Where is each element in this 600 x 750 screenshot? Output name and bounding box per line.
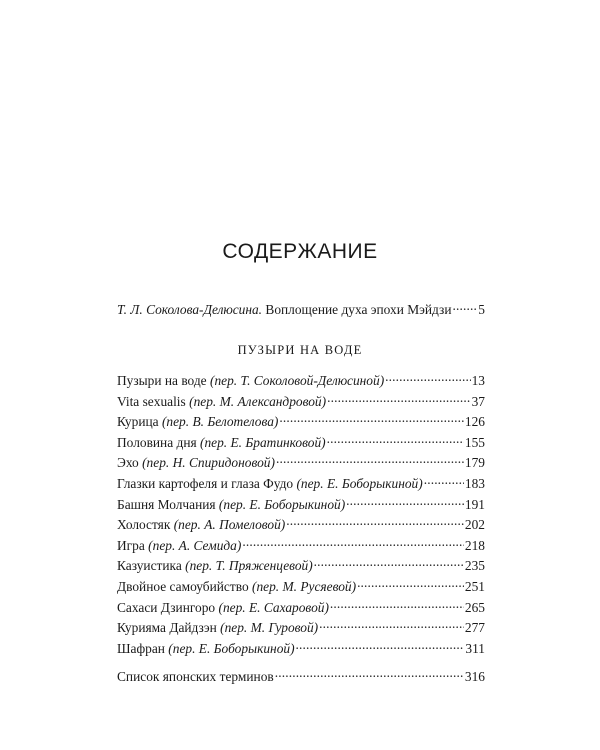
toc-page-number: 13	[471, 373, 485, 388]
toc-entry	[117, 575, 485, 595]
translator-credit: (пер. Е. Сахаровой)	[218, 599, 329, 615]
translator-credit: (пер. М. Александровой)	[189, 393, 327, 409]
leader-dots	[327, 390, 471, 406]
translator-credit: (пер. А. Семида)	[148, 537, 242, 553]
toc-page-number: 311	[465, 640, 485, 656]
toc-entry-title	[117, 302, 452, 318]
toc-entry-title	[117, 600, 329, 616]
translator-credit: (пер. М. Гуровой)	[220, 620, 319, 636]
translator-credit: (пер. Т. Соколовой-Делюсиной)	[209, 373, 385, 388]
story-title: Двойное самоубийство	[117, 579, 249, 594]
leader-dots	[296, 637, 465, 653]
toc-page-number: 183	[464, 476, 485, 491]
toc-page-number: 235	[464, 558, 485, 574]
leader-dots	[330, 596, 464, 612]
leader-dots	[319, 616, 464, 632]
story-title: Пузыри на воде	[117, 373, 207, 388]
toc-page-number: 179	[464, 455, 485, 471]
toc-entry-title	[117, 373, 384, 389]
translator-credit: (пер. Н. Спиридоновой)	[142, 455, 275, 471]
toc-entry-title	[117, 476, 423, 492]
toc-page-number: 202	[464, 517, 485, 533]
leader-dots	[279, 410, 464, 426]
translator-credit: (пер. Е. Боборыкиной)	[218, 496, 346, 512]
leader-dots	[357, 575, 464, 591]
leader-dots	[276, 451, 464, 467]
story-title: Казуистика	[117, 558, 182, 574]
translator-credit: (пер. Е. Братинковой)	[200, 434, 326, 450]
toc-entry-title	[117, 517, 285, 533]
toc-page-number: 218	[464, 537, 485, 553]
toc-page-number: 155	[464, 434, 485, 450]
story-title: Vita sexualis	[117, 393, 186, 409]
leader-dots	[327, 431, 464, 447]
leader-dots	[286, 513, 464, 529]
intro-author: Т. Л. Соколова-Делюсина.	[117, 302, 263, 317]
section-heading: ПУЗЫРИ НА ВОДЕ	[237, 343, 363, 357]
toc-entry	[117, 390, 485, 410]
toc-entry-title	[117, 579, 356, 595]
toc-entry-intro	[117, 298, 485, 318]
toc-page-number: 126	[464, 414, 485, 430]
translator-credit: (пер. Т. Пряженцевой)	[185, 558, 313, 574]
toc-page-number: 5	[478, 302, 485, 317]
story-title: Сахаси Дзингоро	[117, 599, 216, 615]
story-title: Курияма Дайдзэн	[117, 620, 217, 636]
translator-credit: (пер. Е. Боборыкиной)	[296, 476, 423, 491]
toc-page-number: 191	[464, 496, 485, 512]
toc-entry	[117, 493, 485, 513]
toc-page-number: 277	[464, 620, 485, 636]
toc-entry-title	[117, 414, 278, 430]
toc-entry	[117, 369, 485, 389]
leader-dots	[314, 554, 464, 570]
toc-entry	[117, 513, 485, 533]
leader-dots	[424, 472, 464, 488]
leader-dots	[242, 534, 464, 550]
toc-entry-title	[117, 497, 345, 513]
toc-entry-title	[117, 538, 241, 554]
toc-page-number: 316	[464, 669, 485, 684]
toc-entry	[117, 431, 485, 451]
toc-entry-title	[117, 394, 326, 410]
toc-entry-title: Список японских терминов	[117, 669, 274, 684]
toc-page-number: 251	[464, 579, 485, 594]
toc-entry-title	[117, 641, 295, 657]
intro-title: Воплощение духа эпохи Мэйдзи	[265, 302, 452, 317]
toc-entry	[117, 616, 485, 636]
toc-entry	[117, 637, 485, 657]
leader-dots	[275, 665, 464, 681]
story-title: Холостяк	[117, 517, 171, 533]
story-title: Башня Молчания	[117, 496, 216, 512]
toc-entry	[117, 472, 485, 492]
story-title: Глазки картофеля и глаза Фудо	[117, 476, 294, 491]
toc-page-number: 265	[464, 599, 485, 615]
toc-entry-title	[117, 558, 313, 574]
leader-dots	[346, 493, 464, 509]
toc-page-number: 37	[471, 393, 485, 409]
toc-entry	[117, 596, 485, 616]
toc-entry	[117, 451, 485, 471]
toc-entry	[117, 410, 485, 430]
page-title: СОДЕРЖАНИЕ	[222, 240, 378, 263]
translator-credit: (пер. В. Белотелова)	[161, 414, 279, 430]
toc-entry-title	[117, 435, 326, 451]
translator-credit: (пер. Е. Боборыкиной)	[168, 640, 295, 656]
toc-entry-title	[117, 620, 318, 636]
translator-credit: (пер. М. Русяевой)	[252, 579, 357, 594]
toc-entry-title	[117, 455, 275, 471]
story-title: Шафран	[117, 640, 165, 656]
story-title: Эхо	[117, 455, 139, 471]
leader-dots	[453, 298, 478, 314]
story-title: Курица	[117, 414, 159, 430]
story-title: Половина дня	[117, 434, 197, 450]
toc-entry	[117, 554, 485, 574]
story-title: Игра	[117, 537, 145, 553]
toc-entry-glossary	[117, 665, 485, 685]
leader-dots	[385, 369, 470, 385]
toc-entry	[117, 534, 485, 554]
translator-credit: (пер. А. Помеловой)	[173, 517, 286, 533]
